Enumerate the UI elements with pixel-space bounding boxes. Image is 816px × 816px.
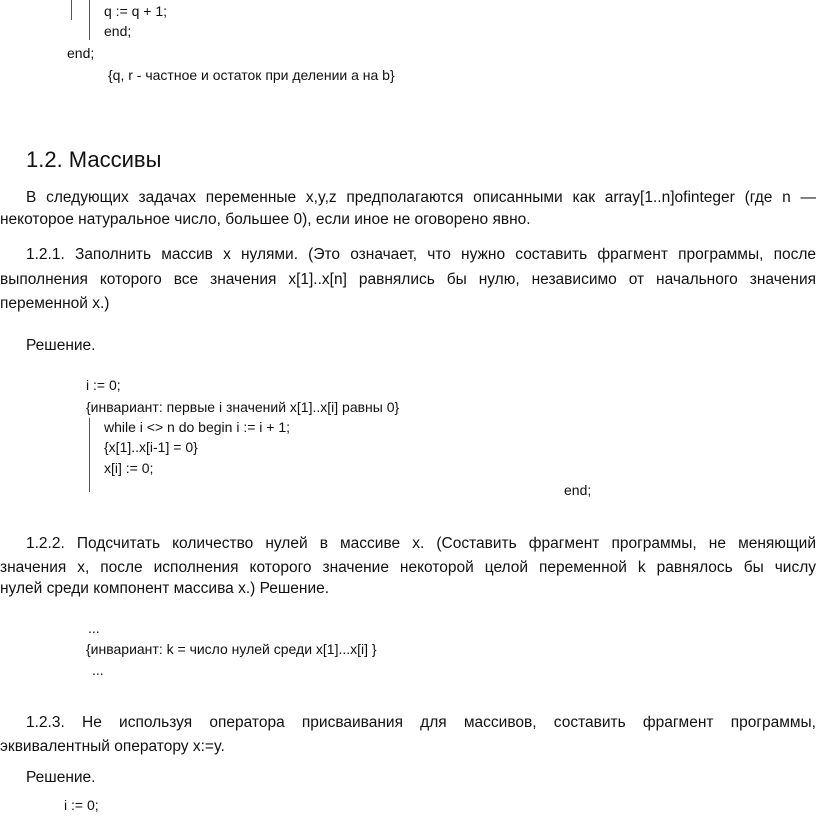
code-line: end; <box>67 45 95 61</box>
code-line: x[i] := 0; <box>104 460 154 476</box>
code-indent-bar <box>71 0 72 20</box>
code-line: ... <box>92 662 104 678</box>
code-line: end; <box>104 23 132 39</box>
task-paragraph-line: нулей среди компонент массива x.) Решение. <box>0 580 330 597</box>
code-comment: {инвариант: k = число нулей среди x[1]...x[i] } <box>86 641 377 657</box>
code-indent-bar <box>89 0 90 40</box>
code-line: i := 0; <box>86 377 121 393</box>
task-paragraph-line: 1.2.3. Не используя оператора присваивания для массивов, составить фрагмент программы, <box>26 714 816 731</box>
code-line: end; <box>564 482 592 498</box>
task-paragraph-line: значения x, после исполнения которого значение некоторой целой переменной k равнялось бы числу <box>0 559 816 576</box>
intro-paragraph-line: В следующих задачах переменные x,y,z предполагаются описанными как array[1..n]ofinteger (где n — <box>26 189 816 206</box>
solution-label: Решение. <box>26 769 96 786</box>
code-comment: {q, r - частное и остаток при делении a на b} <box>108 67 395 83</box>
code-line: i := 0; <box>64 797 99 813</box>
code-line: q := q + 1; <box>104 3 168 19</box>
code-comment: {x[1]..x[i-1] = 0} <box>104 439 198 455</box>
code-comment: {инвариант: первые i значений x[1]..x[i] равны 0} <box>86 399 400 415</box>
task-paragraph-line: 1.2.2. Подсчитать количество нулей в массиве x. (Составить фрагмент программы, не меняющий <box>26 535 816 552</box>
task-paragraph-line: выполнения которого все значения x[1]..x[n] равнялись бы нулю, независимо от начального значения <box>0 271 816 288</box>
solution-label: Решение. <box>26 337 96 354</box>
code-indent-bar <box>89 418 90 492</box>
task-paragraph-line: эквивалентный оператору x:=y. <box>0 738 225 755</box>
code-line: while i <> n do begin i := i + 1; <box>104 419 291 435</box>
task-paragraph-line: 1.2.1. Заполнить массив x нулями. (Это означает, что нужно составить фрагмент программы, после <box>26 246 816 263</box>
code-line: ... <box>88 620 100 636</box>
task-paragraph-line: переменной x.) <box>0 295 110 312</box>
section-heading: 1.2. Массивы <box>26 147 162 172</box>
intro-paragraph-line: некоторое натуральное число, большее 0), если иное не оговорено явно. <box>0 211 531 228</box>
